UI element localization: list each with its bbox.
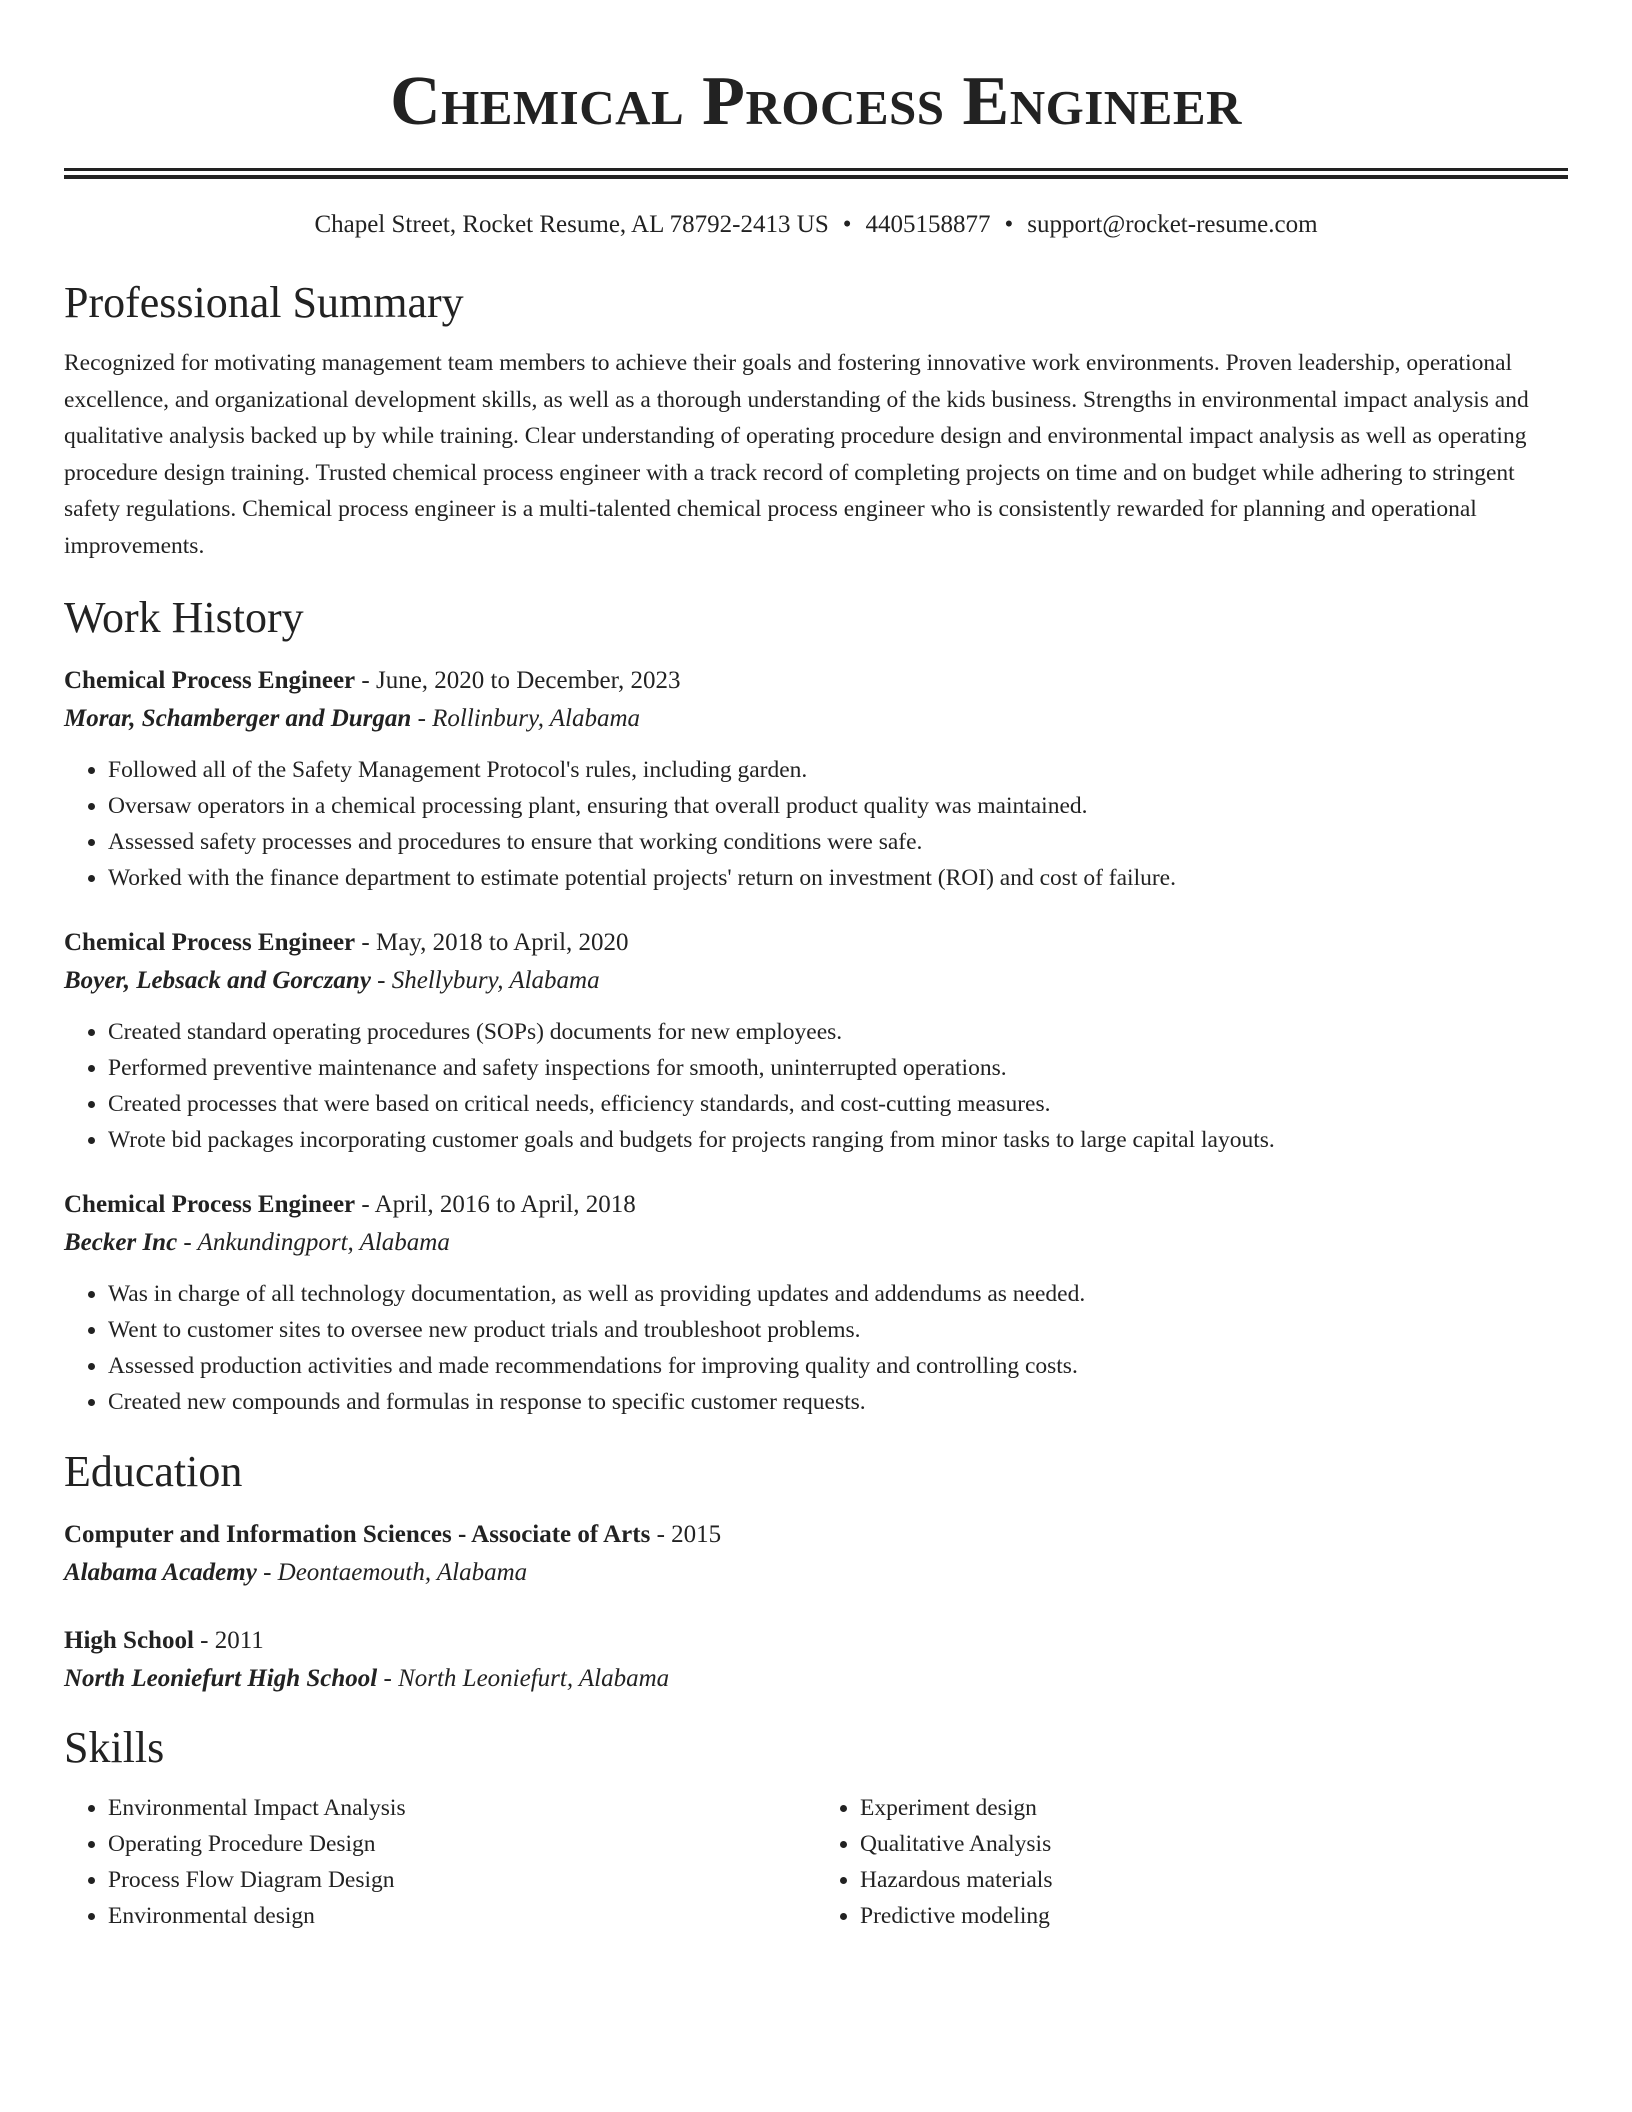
job-bullet: • Assessed production activities and made recommendations for improving quality and controlling costs.	[108, 1348, 1568, 1384]
education-entry	[64, 1516, 1568, 1592]
job-dates: - April, 2016 to April, 2018	[355, 1191, 636, 1218]
education-school: North Leoniefurt High School	[64, 1665, 378, 1692]
education-degree-line	[64, 1622, 1568, 1660]
job-bullets	[64, 752, 1568, 896]
contact-separator: •	[842, 211, 852, 238]
job-title-line	[64, 1186, 1568, 1224]
education-school: Alabama Academy	[64, 1559, 257, 1586]
job-location: - Rollinbury, Alabama	[411, 705, 641, 732]
contact-phone: 4405158877	[865, 211, 991, 238]
summary-text: Recognized for motivating management team members to achieve their goals and fostering innovative work environments. Proven leadership, operational excellence, and organizational development skills, as well as a thorough understanding of the kids business. Strengths in environmental impact analysis and qualitative analysis backed up by while training. Clear understanding of operating procedure design and environmental impact analysis as well as operating procedure design training. Trusted chemical process engineer with a track record of completing projects on time and on budget while adhering to stringent safety regulations. Chemical process engineer is a multi-talented chemical process engineer who is consistently rewarded for planning and operational improvements.	[64, 350, 1529, 559]
job-bullet: • Oversaw operators in a chemical processing plant, ensuring that overall product quality was maintained.	[108, 788, 1568, 824]
job-dates: - May, 2018 to April, 2020	[355, 929, 629, 956]
resume-title: Chemical Process Engineer	[390, 63, 1242, 140]
education-degree-line	[64, 1516, 1568, 1554]
skill-item: • Predictive modeling	[860, 1898, 1568, 1934]
skill-item: • Process Flow Diagram Design	[108, 1862, 816, 1898]
job-bullet: • Went to customer sites to oversee new product trials and troubleshoot problems.	[108, 1312, 1568, 1348]
job-company: Boyer, Lebsack and Gorczany	[64, 967, 371, 994]
education-year: - 2011	[193, 1627, 264, 1654]
education-degree: Computer and Information Sciences - Associate of Arts	[64, 1521, 651, 1548]
job-company-line	[64, 962, 1568, 1000]
job-bullet: • Performed preventive maintenance and safety inspections for smooth, uninterrupted operations.	[108, 1050, 1568, 1086]
skill-item: • Environmental design	[108, 1898, 816, 1934]
job-entry	[64, 924, 1568, 1158]
job-company: Becker Inc	[64, 1229, 178, 1256]
job-title: Chemical Process Engineer	[64, 667, 356, 694]
education-school-line	[64, 1554, 1568, 1592]
education-school-line	[64, 1660, 1568, 1698]
job-entry	[64, 1186, 1568, 1420]
job-dates: - June, 2020 to December, 2023	[355, 667, 681, 694]
skill-item: • Environmental Impact Analysis	[108, 1790, 816, 1826]
skill-item: • Hazardous materials	[860, 1862, 1568, 1898]
education-entry	[64, 1622, 1568, 1698]
job-company-line	[64, 1224, 1568, 1262]
work-history-heading: Work History	[64, 593, 304, 642]
skill-item: • Experiment design	[860, 1790, 1568, 1826]
job-bullet: • Worked with the finance department to estimate potential projects' return on investment (ROI) and cost of failure.	[108, 860, 1568, 896]
job-bullets	[64, 1014, 1568, 1158]
job-bullet: • Assessed safety processes and procedures to ensure that working conditions were safe.	[108, 824, 1568, 860]
job-company-line	[64, 700, 1568, 738]
contact-line	[64, 209, 1568, 241]
job-title-line	[64, 924, 1568, 962]
job-bullet: • Wrote bid packages incorporating customer goals and budgets for projects ranging from minor tasks to large capital layouts.	[108, 1122, 1568, 1158]
job-bullet: • Was in charge of all technology documentation, as well as providing updates and addendums as needed.	[108, 1276, 1568, 1312]
job-bullets	[64, 1276, 1568, 1420]
job-title-line	[64, 662, 1568, 700]
skill-item: • Qualitative Analysis	[860, 1826, 1568, 1862]
contact-separator: •	[1004, 211, 1014, 238]
job-bullet: • Created new compounds and formulas in response to specific customer requests.	[108, 1384, 1568, 1420]
skill-item: • Operating Procedure Design	[108, 1826, 816, 1862]
skills-heading: Skills	[64, 1723, 165, 1772]
education-year: - 2015	[650, 1521, 722, 1548]
job-title: Chemical Process Engineer	[64, 1191, 356, 1218]
summary-heading: Professional Summary	[64, 278, 464, 327]
job-location: - Shellybury, Alabama	[370, 967, 600, 994]
job-bullet: • Created processes that were based on critical needs, efficiency standards, and cost-cutting measures.	[108, 1086, 1568, 1122]
title-double-rule	[64, 168, 1568, 179]
job-location: - Ankundingport, Alabama	[177, 1229, 450, 1256]
job-title: Chemical Process Engineer	[64, 929, 356, 956]
skills-column-right	[816, 1790, 1568, 1934]
education-degree: High School	[64, 1627, 194, 1654]
education-location: - North Leoniefurt, Alabama	[377, 1665, 670, 1692]
job-bullet: • Created standard operating procedures (SOPs) documents for new employees.	[108, 1014, 1568, 1050]
skills-list	[64, 1790, 1568, 1934]
skills-column-left	[64, 1790, 816, 1934]
education-heading: Education	[64, 1447, 243, 1496]
contact-email: support@rocket-resume.com	[1027, 211, 1318, 238]
education-location: - Deontaemouth, Alabama	[256, 1559, 528, 1586]
contact-address: Chapel Street, Rocket Resume, AL 78792-2413 US	[314, 211, 829, 238]
job-entry	[64, 662, 1568, 896]
job-bullet: • Followed all of the Safety Management Protocol's rules, including garden.	[108, 752, 1568, 788]
job-company: Morar, Schamberger and Durgan	[64, 705, 412, 732]
